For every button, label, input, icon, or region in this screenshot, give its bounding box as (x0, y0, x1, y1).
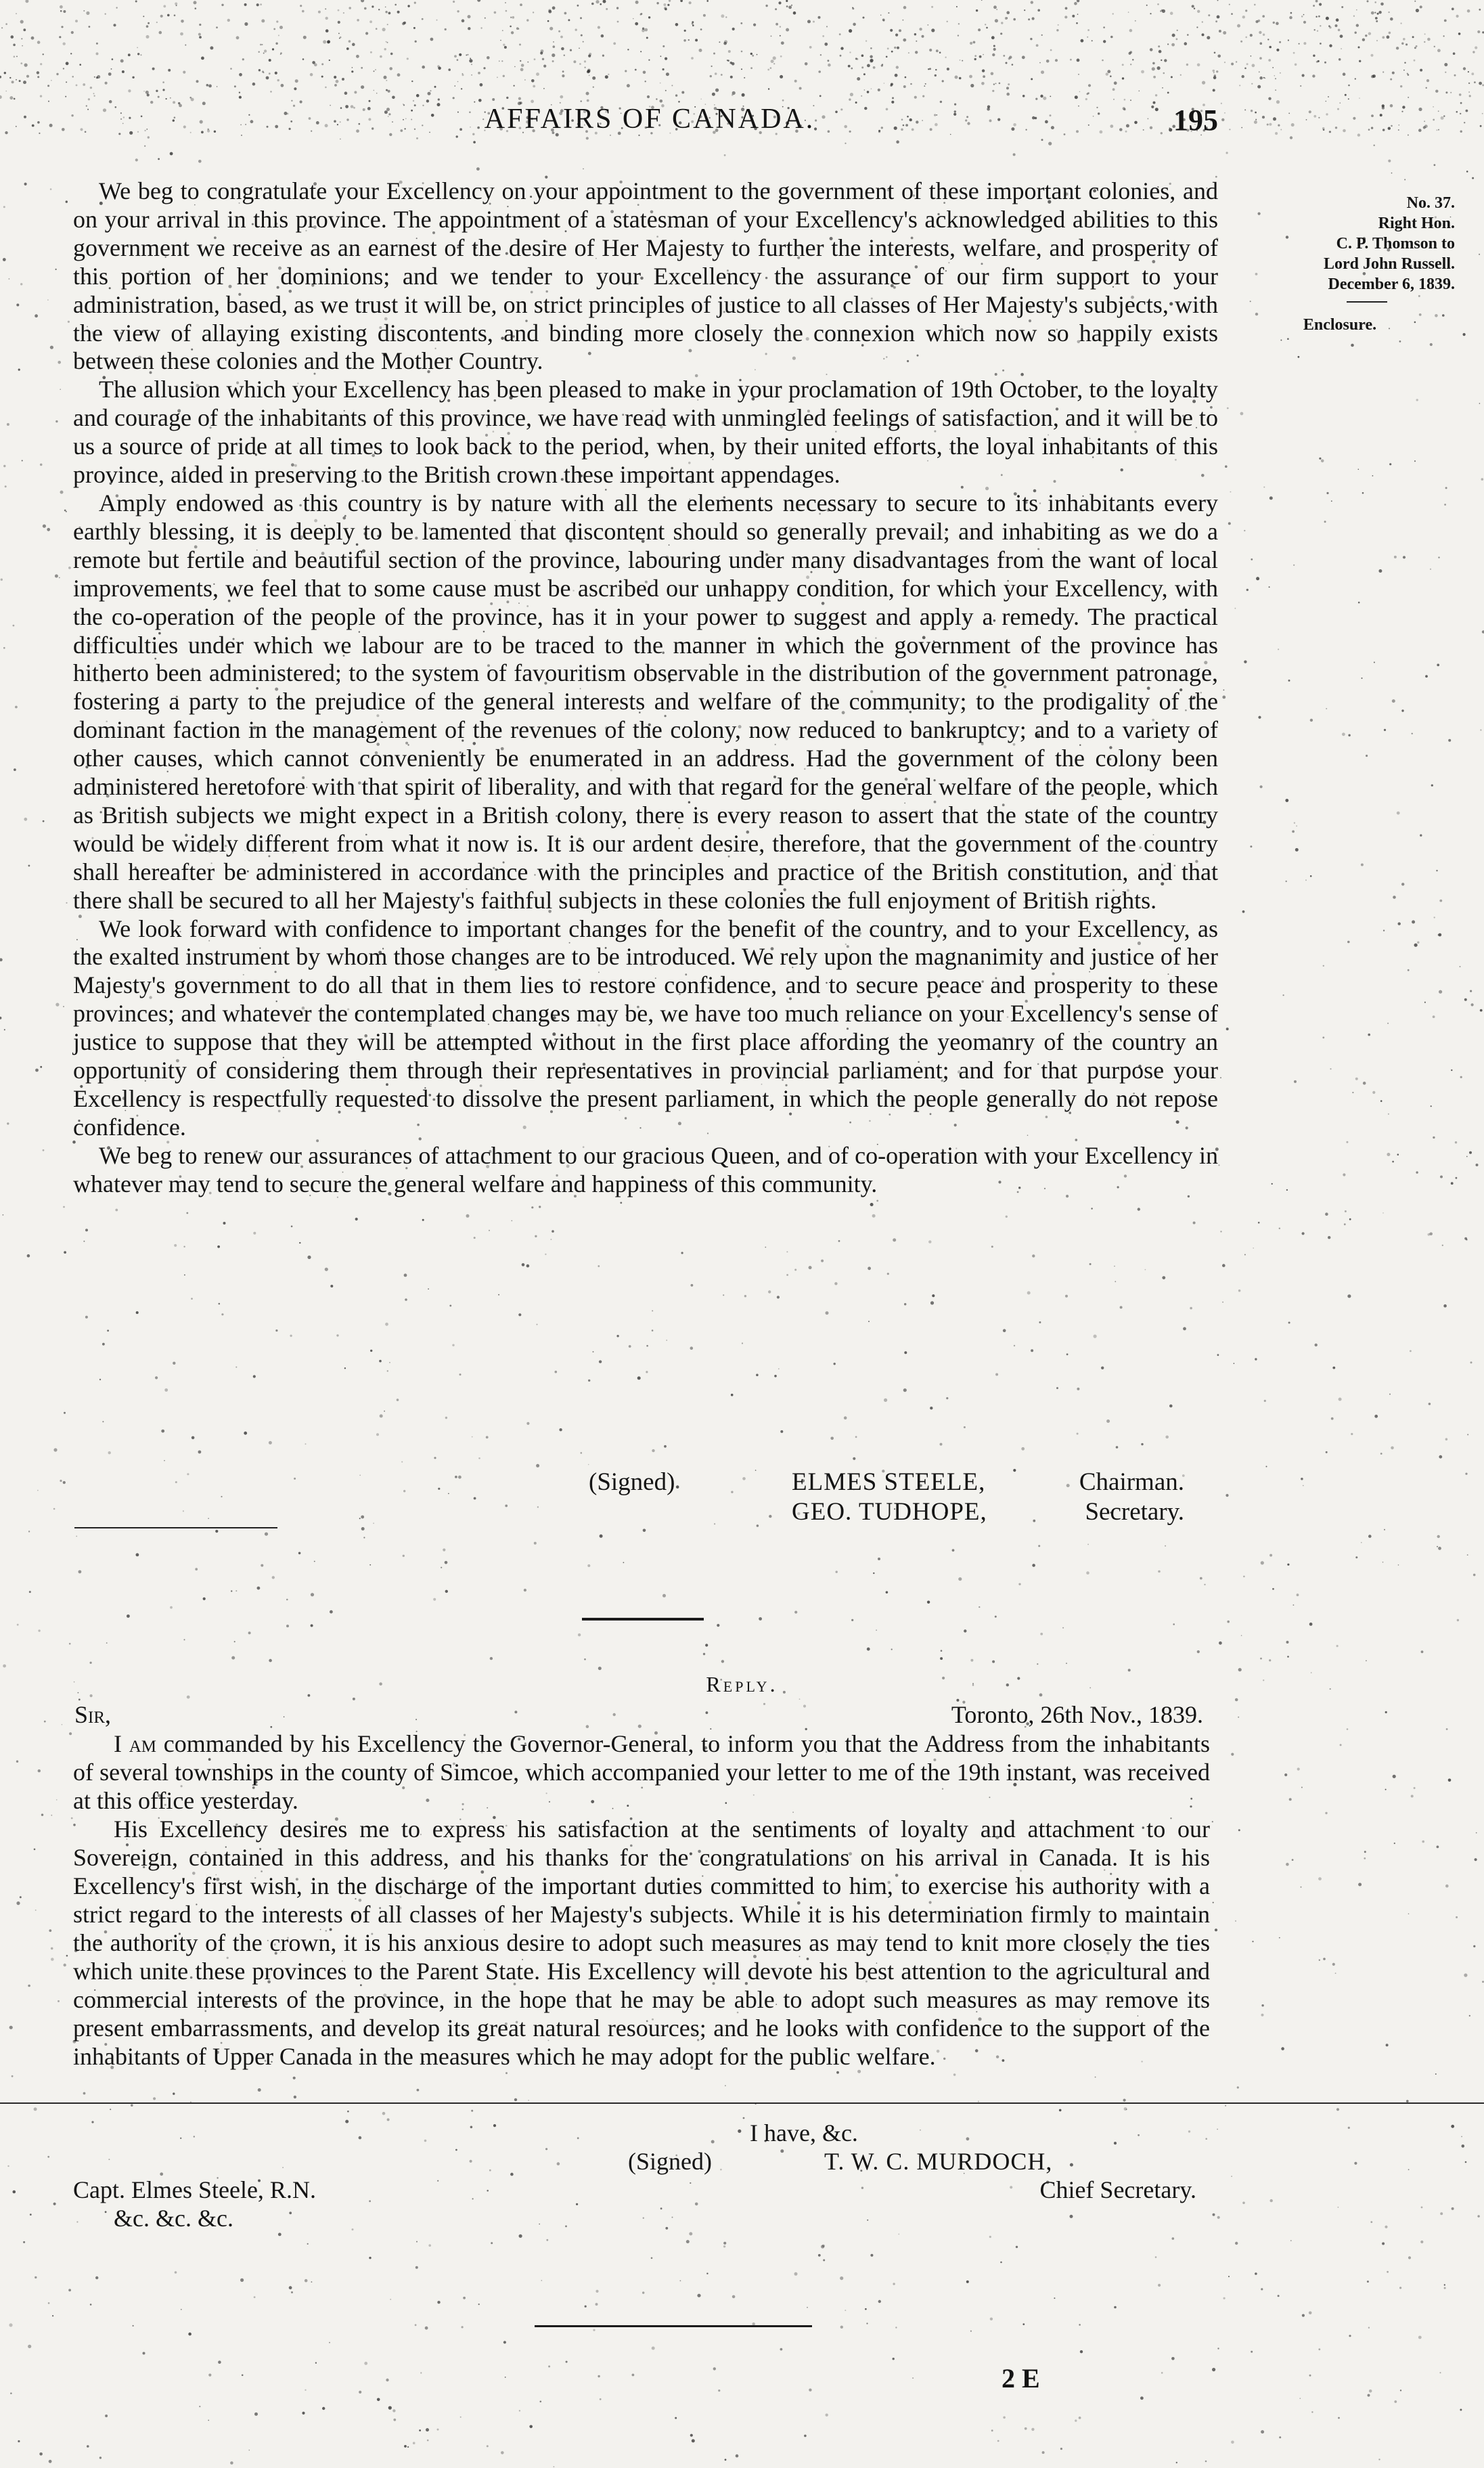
signatory-name: GEO. TUDHOPE, (792, 1498, 987, 1526)
address-signatures (582, 1468, 1191, 1527)
reply-paragraph: His Excellency desires me to express his satisfaction at the sentiments of loyalty and attachment to our Sovereign, contained in this address, and his thanks for the congratulations on his arrival in Canada. It is his Excellency's first wish, in the discharge of the important duties committed to him, to exercise his authority with a strict regard to the interests of all classes of her Majesty's subjects. While it is his determination firmly to maintain the authority of the crown, it is his anxious desire to adopt such measures as may tend to knit more closely the ties which unite these provinces to the Parent State. His Excellency will devote his best attention to the agricultural and commercial interests of the province, in the hope that he may be able to adopt such measures as may remove its present embarrassments, and develop its great natural resources; and he looks with confidence to the support of the inhabitants of Upper Canada in the measures which he may adopt for the public welfare. (73, 1815, 1210, 2070)
address-paragraph: We look forward with confidence to important changes for the benefit of the country, and to your Excellency, as the exalted instrument by whom those changes are to be introduced. We rely upon the magnanimity and justice of her Majesty's government to do all that in them lies to restore confidence, and to secure peace and prosperity to these provinces; and whatever the contemplated changes may be, we have too much reliance on your Excellency's sense of justice to suppose that they will be attempted without in the first place affording the yeomanry of the country an opportunity of considering them through their representatives in provincial parliament; and for that purpose your Excellency is respectfully requested to dissolve the present parliament, in which the people generally do not repose confidence. (73, 915, 1218, 1141)
closing-phrase: I have, &c. (750, 2119, 858, 2146)
margin-note-line: December 6, 1839. (1328, 276, 1455, 293)
address-body (73, 177, 1218, 1199)
margin-note-line: No. 37. (1406, 194, 1455, 212)
margin-note-line: Lord John Russell. (1323, 255, 1455, 273)
reply-heading: Reply. (706, 1672, 778, 1696)
page-number: 195 (1173, 104, 1218, 137)
margin-note-line: Right Hon. (1378, 215, 1455, 232)
reply-date: Toronto, 26th Nov., 1839. (951, 1701, 1203, 1728)
margin-note-dash (1347, 301, 1387, 303)
end-rule (535, 2325, 812, 2327)
signatory-title: Chairman. (1079, 1468, 1184, 1496)
signatory-name: ELMES STEELE, (792, 1468, 986, 1496)
address-paragraph: We beg to renew our assurances of attachment to our gracious Queen, and of co-operation with your Excellency in whatever may tend to secure the general welfare and happiness of this community. (73, 1141, 1218, 1197)
section-divider (582, 1618, 704, 1621)
printer-signature-mark: 2 E (1002, 2363, 1040, 2394)
reply-first-word: I am (114, 1730, 157, 1757)
reply-closing (73, 2119, 1210, 2232)
address-paragraph: Amply endowed as this country is by nature with all the elements necessary to secure to its inhabitants every earthly blessing, it is deeply to be lamented that discontent should so generally prevail; and inhabiting as we do a remote but fertile and beautiful section of the province, labouring under many disadvantages from the want of local improvements, we feel that to some cause must be ascribed our unhappy condition, for which your Excellency, with the co-operation of the people of the province, has it in your power to suggest and apply a remedy. The practical difficulties under which we labour are to be traced to the manner in which the government of the province has hitherto been administered; to the system of favouritism observable in the distribution of the government patronage, fostering a party to the prejudice of the general interests and welfare of the community; to the prodigality of the dominant faction in the management of the revenues of the colony, now reduced to bankruptcy; and to a variety of other causes, which cannot conveniently be enumerated in an address. Had the government of the colony been administered heretofore with that spirit of liberality, and with that regard for the general welfare of the people, which as British subjects we might expect in a British colony, there is every reason to assert that the state of the country would be widely different from what it now is. It is our ardent desire, therefore, that the government of the country shall hereafter be administered in accordance with the principles and practice of the British constitution, and that there shall be secured to all her Majesty's faithful subjects in these colonies the full enjoyment of British rights. (73, 489, 1218, 914)
running-title: AFFAIRS OF CANADA. (484, 104, 815, 135)
margin-note-line: C. P. Thomson to (1336, 235, 1455, 252)
reply-paragraph (73, 1729, 1210, 1815)
scan-rule-line (0, 2102, 1484, 2104)
reply-signatory-title: Chief Secretary. (1039, 2176, 1196, 2203)
address-paragraph: We beg to congratulate your Excellency on your appointment to the government of these important colonies, and on your arrival in this province. The appointment of a statesman of your Excellency's acknowledged abilities to this government we receive as an earnest of the desire of Her Majesty to further the interests, welfare, and prosperity of this portion of her dominions; and we tender to your Excellency the assurance of our firm support to your administration, based, as we trust it will be, on strict principles of justice to all classes of Her Majesty's subjects, with the view of allaying existing discontents, and binding more closely the connexion which now so happily exists between these colonies and the Mother Country. (73, 177, 1218, 375)
signatory-title: Secretary. (1085, 1498, 1184, 1526)
page-header (74, 103, 1225, 150)
reply-addressee: Capt. Elmes Steele, R.N. (73, 2176, 316, 2203)
signed-label: (Signed) (589, 1468, 675, 1496)
short-rule (74, 1527, 277, 1528)
margin-note-enclosure: Enclosure. (1303, 316, 1377, 334)
margin-note (1238, 193, 1455, 335)
reply-body (73, 1729, 1210, 2071)
reply-salutation: Sir, (74, 1701, 112, 1728)
signed-label: (Signed) (628, 2148, 712, 2175)
addressee-etc: &c. &c. &c. (114, 2205, 233, 2232)
reply-paragraph-text: commanded by his Excellency the Governor-General, to inform you that the Address from the inhabitants of several townships in the county of Simcoe, which accompanied your letter to me of the 19th instant, was received at this office yesterday. (73, 1730, 1210, 1814)
address-paragraph: The allusion which your Excellency has been pleased to make in your proclamation of 19th October, to the loyalty and courage of the inhabitants of this province, we have read with unmingled feelings of satisfaction, and it will be to us a source of pride at all times to look back to the period, when, by their united efforts, the loyal inhabitants of this province, aided in preserving to the British crown these important appendages. (73, 376, 1218, 489)
reply-signatory-name: T. W. C. MURDOCH, (824, 2148, 1053, 2175)
